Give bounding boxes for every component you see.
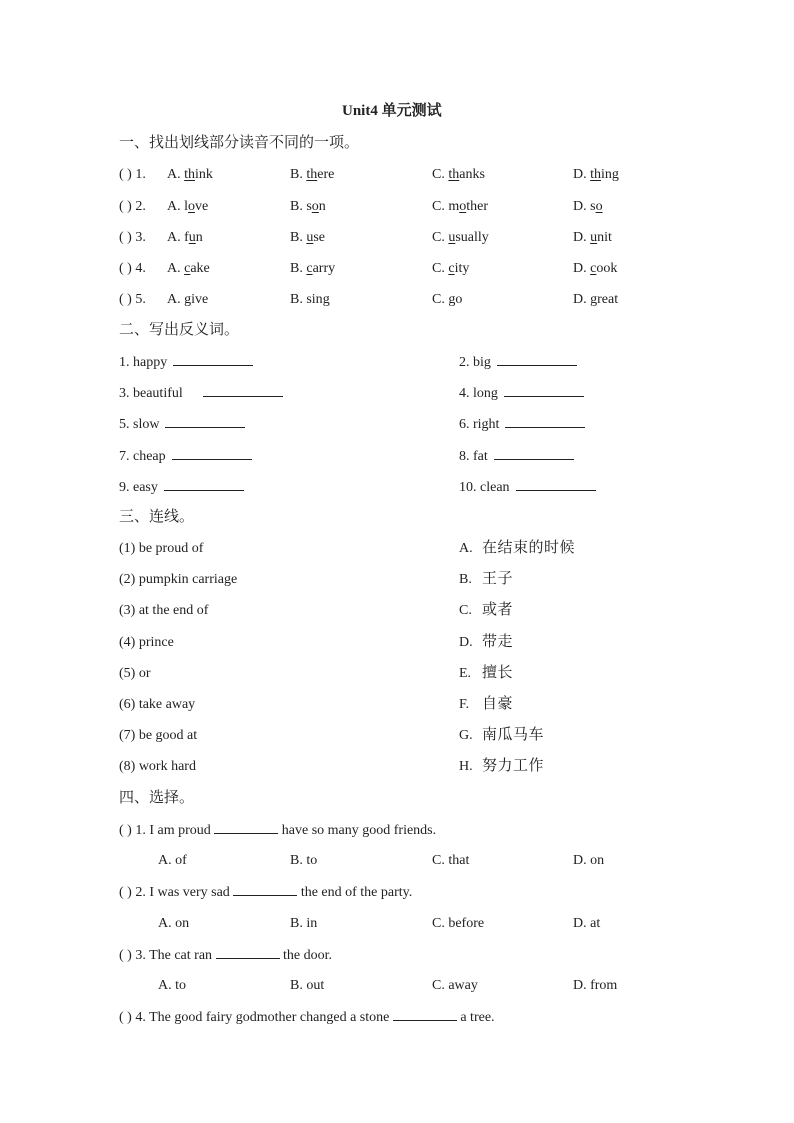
stem-text: a tree. [456, 1010, 495, 1025]
option-b[interactable] [290, 166, 334, 184]
underlined-letters: u [188, 230, 196, 245]
antonym-word: 4. long [459, 386, 498, 401]
underlined-letters: th [184, 167, 196, 182]
option-suffix: o [455, 292, 463, 307]
match-left-item[interactable]: (8) work hard [119, 759, 196, 774]
underlined-letters: c [306, 261, 313, 276]
choice-option[interactable]: D. at [573, 916, 601, 931]
option-prefix: D. s [573, 199, 596, 214]
question-stem [119, 821, 436, 840]
option-suffix: ake [190, 261, 210, 276]
underlined-letters: th [306, 167, 318, 182]
stem-text: The cat ran [149, 948, 216, 963]
answer-blank[interactable] [164, 478, 244, 491]
underlined-letters: c [448, 261, 455, 276]
underlined-letters: u [306, 230, 314, 245]
question-number: ( ) 3. [119, 230, 146, 245]
question-number: ( ) 1. [119, 167, 146, 182]
option-suffix: ther [466, 199, 488, 214]
question-number: ( ) 4. [119, 1010, 150, 1025]
section-1-heading: 一、找出划线部分读音不同的一项。 [119, 135, 360, 151]
option-suffix: se [313, 230, 326, 245]
option-suffix: anks [459, 167, 485, 182]
option-prefix: D. [573, 167, 591, 182]
match-left-item[interactable]: (3) at the end of [119, 603, 209, 618]
option-b[interactable] [290, 291, 330, 309]
antonym-word: 9. easy [119, 480, 158, 495]
question-stem [119, 946, 332, 965]
section-4-heading: 四、选择。 [119, 790, 195, 806]
option-prefix: A. [167, 292, 185, 307]
option-suffix: ive [191, 292, 209, 307]
stem-text: The good fairy godmother changed a stone [149, 1010, 393, 1025]
match-right-letter: A. [459, 541, 473, 556]
match-right-letter: H. [459, 759, 473, 774]
answer-blank[interactable] [497, 353, 577, 366]
option-prefix: C. [432, 292, 449, 307]
stem-text: have so many good friends. [278, 823, 437, 838]
match-left-item[interactable]: (7) be good at [119, 728, 198, 743]
option-d[interactable] [573, 260, 617, 278]
question-number: ( ) 2. [119, 885, 150, 900]
match-left-item[interactable]: (1) be proud of [119, 541, 204, 556]
underlined-letters: o [188, 199, 195, 214]
option-suffix: ve [195, 199, 209, 214]
option-prefix: C. m [432, 199, 460, 214]
antonym-word: 6. right [459, 417, 500, 432]
antonym-word: 7. cheap [119, 449, 166, 464]
option-d[interactable] [573, 229, 612, 247]
answer-blank[interactable] [504, 384, 584, 397]
answer-blank[interactable] [233, 883, 297, 896]
antonym-word: 1. happy [119, 355, 168, 370]
stem-text: the end of the party. [297, 885, 413, 900]
stem-text: I am proud [149, 823, 215, 838]
option-suffix: ere [317, 167, 335, 182]
question-number: ( ) 3. [119, 948, 150, 963]
answer-blank[interactable] [173, 353, 253, 366]
underlined-letters: c [590, 261, 597, 276]
answer-blank[interactable] [165, 415, 245, 428]
antonym-item [119, 447, 252, 466]
option-prefix: D. [573, 292, 591, 307]
option-prefix: B. s [290, 199, 312, 214]
option-suffix: arry [312, 261, 336, 276]
match-right-letter: F. [459, 697, 470, 712]
antonym-word: 10. clean [459, 480, 510, 495]
section-2-heading: 二、写出反义词。 [119, 322, 240, 338]
option-prefix: A. l [167, 199, 188, 214]
antonym-word: 2. big [459, 355, 491, 370]
match-left-item[interactable]: (4) prince [119, 635, 174, 650]
question-number: ( ) 5. [119, 292, 146, 307]
match-right-item[interactable]: 在结束的时候 [482, 540, 576, 556]
option-suffix: sually [455, 230, 489, 245]
choice-option[interactable]: A. to [158, 978, 186, 993]
antonym-word: 8. fat [459, 449, 488, 464]
antonym-item [459, 384, 584, 403]
option-a[interactable] [167, 229, 203, 247]
option-a[interactable] [167, 260, 210, 278]
answer-blank[interactable] [494, 447, 574, 460]
option-prefix: B. [290, 167, 307, 182]
page-title: Unit4 单元测试 [342, 103, 442, 119]
choice-option[interactable]: D. on [573, 853, 605, 868]
option-suffix: nit [597, 230, 612, 245]
match-right-letter: E. [459, 666, 472, 681]
option-prefix: C. [432, 167, 449, 182]
question-number: ( ) 4. [119, 261, 146, 276]
match-right-item[interactable]: 努力工作 [482, 758, 545, 774]
option-d[interactable] [573, 198, 603, 216]
underlined-letters: g [448, 292, 456, 307]
match-right-item[interactable]: 南瓜马车 [482, 727, 545, 743]
underlined-letters: th [590, 167, 602, 182]
option-prefix: C. [432, 261, 449, 276]
option-prefix: C. [432, 230, 449, 245]
option-c[interactable] [432, 198, 488, 216]
option-b[interactable] [290, 198, 326, 216]
question-stem [119, 1008, 495, 1027]
underlined-letters: g [322, 292, 330, 307]
question-number: ( ) 2. [119, 199, 146, 214]
match-right-item[interactable]: 自豪 [482, 696, 514, 712]
underlined-letters: th [448, 167, 460, 182]
antonym-item [459, 447, 574, 466]
option-suffix: ink [195, 167, 213, 182]
option-a[interactable] [167, 198, 208, 216]
answer-blank[interactable] [172, 447, 252, 460]
underlined-letters: u [448, 230, 456, 245]
choice-option[interactable]: B. in [290, 916, 318, 931]
option-prefix: B. [290, 230, 307, 245]
match-left-item[interactable]: (2) pumpkin carriage [119, 572, 238, 587]
answer-blank[interactable] [505, 415, 585, 428]
answer-blank[interactable] [214, 821, 278, 834]
option-c[interactable] [432, 229, 489, 247]
match-right-item[interactable]: 擅长 [482, 665, 514, 681]
choice-option[interactable]: B. out [290, 978, 325, 993]
choice-option[interactable]: C. that [432, 853, 470, 868]
option-c[interactable] [432, 166, 485, 184]
antonym-word: 5. slow [119, 417, 160, 432]
match-right-letter: D. [459, 635, 473, 650]
option-prefix: A. f [167, 230, 189, 245]
option-prefix: A. [167, 167, 185, 182]
answer-blank[interactable] [203, 384, 283, 397]
underlined-letters: g [590, 292, 598, 307]
choice-option[interactable]: A. of [158, 853, 187, 868]
underlined-letters: o [459, 199, 467, 214]
option-suffix: reat [597, 292, 619, 307]
match-right-item[interactable]: 带走 [482, 634, 514, 650]
antonym-item [459, 415, 585, 434]
option-c[interactable] [432, 260, 469, 278]
antonym-item [459, 478, 596, 497]
choice-option[interactable]: B. to [290, 853, 318, 868]
match-right-item[interactable]: 或者 [482, 602, 514, 618]
option-d[interactable] [573, 291, 618, 309]
option-prefix: A. [167, 261, 185, 276]
choice-option[interactable]: C. before [432, 916, 485, 931]
stem-text: the door. [279, 948, 333, 963]
option-prefix: D. [573, 261, 591, 276]
choice-option[interactable]: A. on [158, 916, 190, 931]
option-c[interactable] [432, 291, 462, 309]
question-stem [119, 883, 412, 902]
antonym-item [459, 353, 577, 372]
option-prefix: B. [290, 261, 307, 276]
option-suffix: ity [454, 261, 470, 276]
answer-blank[interactable] [393, 1008, 457, 1021]
match-right-item[interactable]: 王子 [482, 571, 514, 587]
match-right-letter: C. [459, 603, 472, 618]
match-left-item[interactable]: (6) take away [119, 697, 196, 712]
match-right-letter: G. [459, 728, 473, 743]
option-b[interactable] [290, 260, 335, 278]
match-right-letter: B. [459, 572, 472, 587]
answer-blank[interactable] [516, 478, 596, 491]
section-3-heading: 三、连线。 [119, 509, 195, 525]
option-suffix: ook [596, 261, 618, 276]
underlined-letters: o [595, 199, 603, 214]
antonym-item [119, 353, 253, 372]
option-a[interactable] [167, 166, 213, 184]
underlined-letters: u [590, 230, 598, 245]
choice-option[interactable]: C. away [432, 978, 478, 993]
choice-option[interactable]: D. from [573, 978, 618, 993]
answer-blank[interactable] [216, 946, 280, 959]
antonym-item [119, 384, 283, 403]
option-a[interactable] [167, 291, 208, 309]
option-suffix: n [318, 199, 326, 214]
option-b[interactable] [290, 229, 325, 247]
option-suffix: ing [601, 167, 619, 182]
underlined-letters: c [184, 261, 191, 276]
match-left-item[interactable]: (5) or [119, 666, 151, 681]
antonym-item [119, 415, 245, 434]
antonym-item [119, 478, 244, 497]
question-number: ( ) 1. [119, 823, 150, 838]
underlined-letters: o [311, 199, 319, 214]
underlined-letters: g [184, 292, 192, 307]
option-d[interactable] [573, 166, 619, 184]
antonym-word: 3. beautiful [119, 386, 183, 401]
option-prefix: D. [573, 230, 591, 245]
option-prefix: B. sin [290, 292, 323, 307]
stem-text: I was very sad [149, 885, 234, 900]
option-suffix: n [195, 230, 203, 245]
